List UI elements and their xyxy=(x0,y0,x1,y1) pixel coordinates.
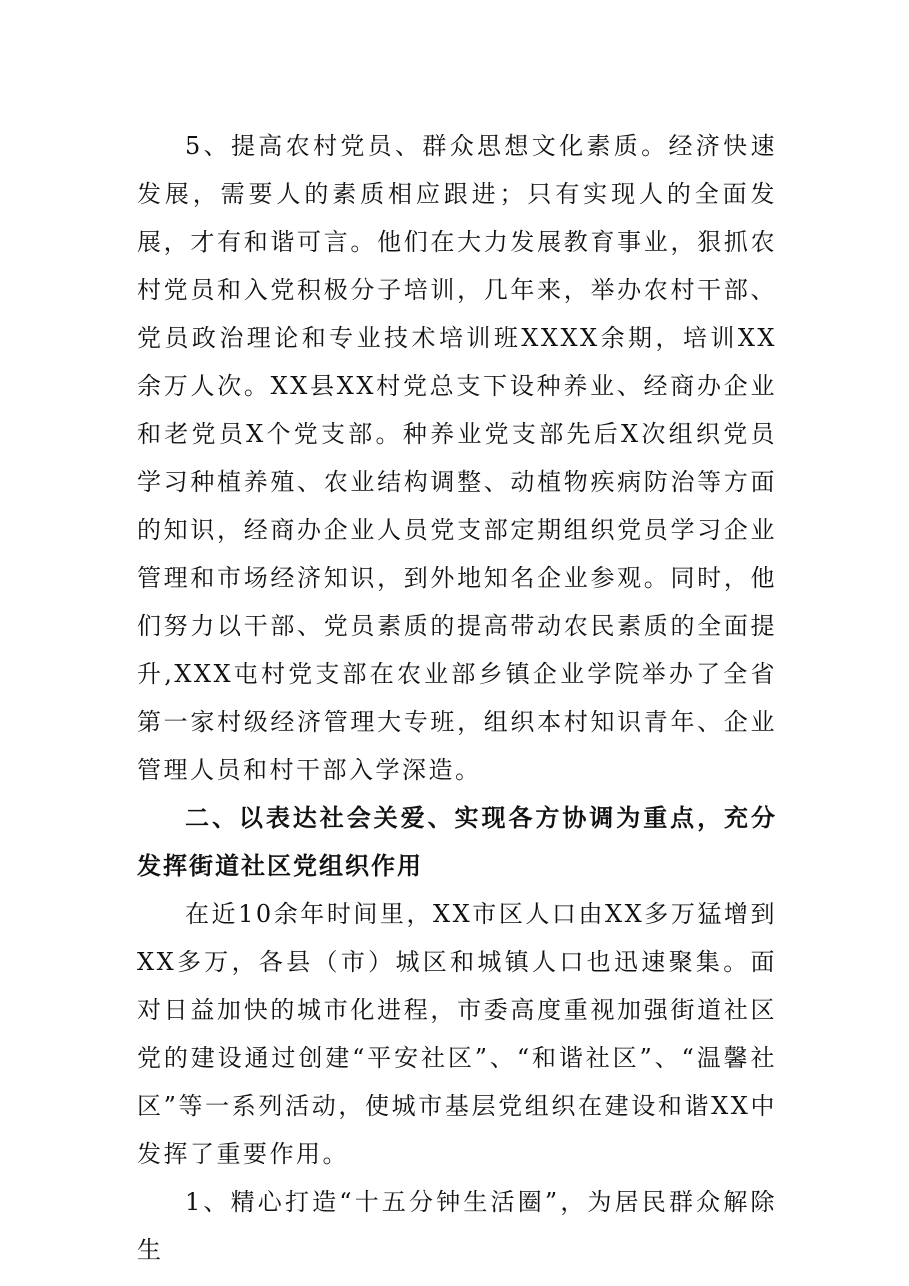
paragraph-fifteen-minute-circle: 1、精心打造“十五分钟生活圈”，为居民群众解除生 xyxy=(137,1188,777,1264)
paragraph-urbanization: 在近10余年时间里，XX市区人口由XX多万猛增到XX多万，各县（市）城区和城镇人口也迅速聚集。面对日益加快的城市化进程，市委高度重视加强街道社区党的建设通过创建“平安社区”、“和谐社区”、“温馨社区”等一系列活动，使城市基层党组织在建设和谐XX中发挥了重要作用。 xyxy=(137,900,777,1168)
section-heading-two: 二、以表达社会关爱、实现各方协调为重点，充分发挥街道社区党组织作用 xyxy=(137,804,777,880)
paragraph-rural-education: 5、提高农村党员、群众思想文化素质。经济快速发展，需要人的素质相应跟进；只有实现人的全面发展，才有和谐可言。他们在大力发展教育事业，狠抓农村党员和入党积极分子培训，几年来，举办农村干部、党员政治理论和专业技术培训班XXXX余期，培训XX余万人次。XX县XX村党总支下设种养业、经商办企业和老党员X个党支部。种养业党支部先后X次组织党员学习种植养殖、农业结构调整、动植物疾病防治等方面的知识，经商办企业人员党支部定期组织党员学习企业管理和市场经济知识，到外地知名企业参观。同时，他们努力以干部、党员素质的提高带动农民素质的全面提升,XXX屯村党支部在农业部乡镇企业学院举办了全省第一家村级经济管理大专班，组织本村知识青年、企业管理人员和村干部入学深造。 xyxy=(137,132,777,784)
document-body xyxy=(137,122,777,1274)
